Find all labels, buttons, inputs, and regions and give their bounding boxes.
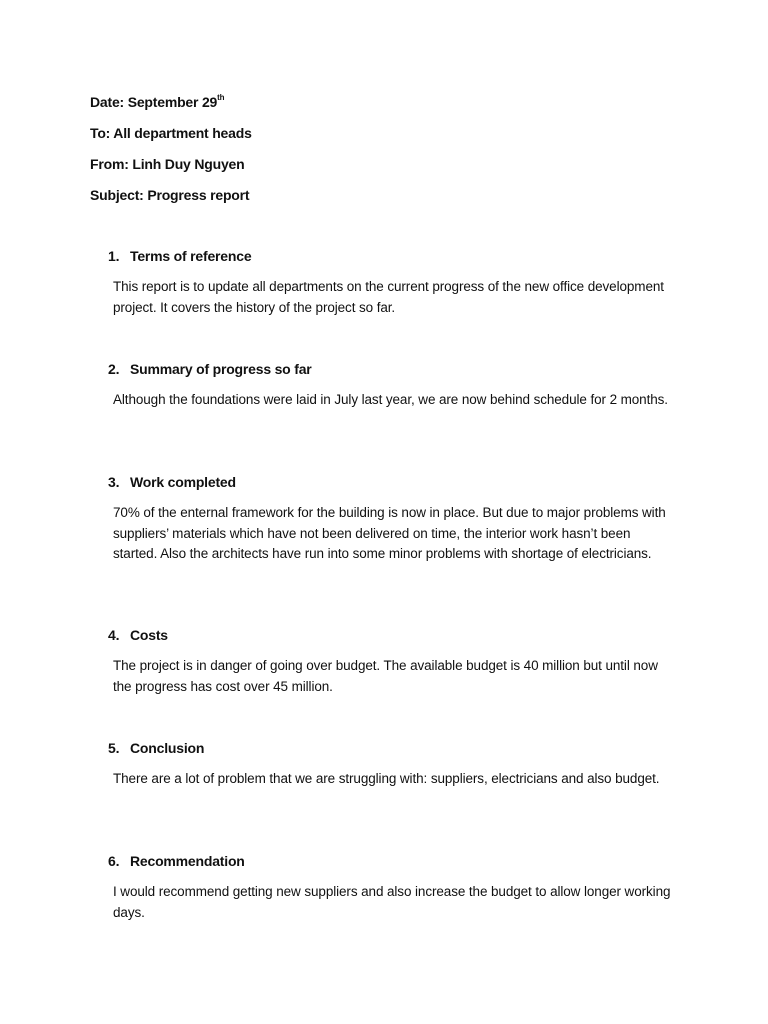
- memo-header: [90, 92, 690, 216]
- section-summary-of-progress: [108, 359, 688, 411]
- memo-date-suffix: th: [217, 93, 225, 102]
- section-heading: [108, 246, 688, 266]
- section-heading: [108, 851, 688, 871]
- section-heading: [108, 472, 688, 492]
- section-title: Recommendation: [130, 853, 245, 869]
- section-conclusion: [108, 738, 688, 790]
- section-recommendation: [108, 851, 688, 923]
- memo-date: [90, 92, 690, 123]
- section-heading: [108, 359, 688, 379]
- memo-date-text: Date: September 29: [90, 94, 218, 110]
- section-title: Work completed: [130, 474, 236, 490]
- section-body: This report is to update all departments on the current progress of the new office development project. It covers the history of the project so far.: [113, 279, 664, 315]
- section-costs: [108, 625, 688, 697]
- section-body: 70% of the enternal framework for the building is now in place. But due to major problems with suppliers’ materials which have not been delivered on time, the interior work hasn’t been started. Also the architects have run into some minor problems with shortage of electricians.: [113, 505, 666, 561]
- section-body: I would recommend getting new suppliers and also increase the budget to allow longer working days.: [113, 884, 671, 920]
- section-number: 4.: [108, 627, 120, 643]
- section-terms-of-reference: [108, 246, 688, 318]
- section-title: Terms of reference: [130, 248, 252, 264]
- section-number: 2.: [108, 361, 120, 377]
- section-title: Costs: [130, 627, 168, 643]
- section-body: There are a lot of problem that we are struggling with: suppliers, electricians and also budget.: [113, 771, 660, 786]
- section-number: 5.: [108, 740, 120, 756]
- section-number: 6.: [108, 853, 120, 869]
- section-body: Although the foundations were laid in July last year, we are now behind schedule for 2 months.: [113, 392, 668, 407]
- section-heading: [108, 625, 688, 645]
- section-title: Summary of progress so far: [130, 361, 312, 377]
- memo-subject: Subject: Progress report: [90, 187, 250, 203]
- section-number: 3.: [108, 474, 120, 490]
- section-title: Conclusion: [130, 740, 205, 756]
- memo-to: To: All department heads: [90, 125, 252, 141]
- section-number: 1.: [108, 248, 120, 264]
- section-work-completed: [108, 472, 688, 565]
- memo-from: From: Linh Duy Nguyen: [90, 156, 245, 172]
- section-body: The project is in danger of going over budget. The available budget is 40 million but until now the progress has cost over 45 million.: [113, 658, 658, 694]
- section-heading: [108, 738, 688, 758]
